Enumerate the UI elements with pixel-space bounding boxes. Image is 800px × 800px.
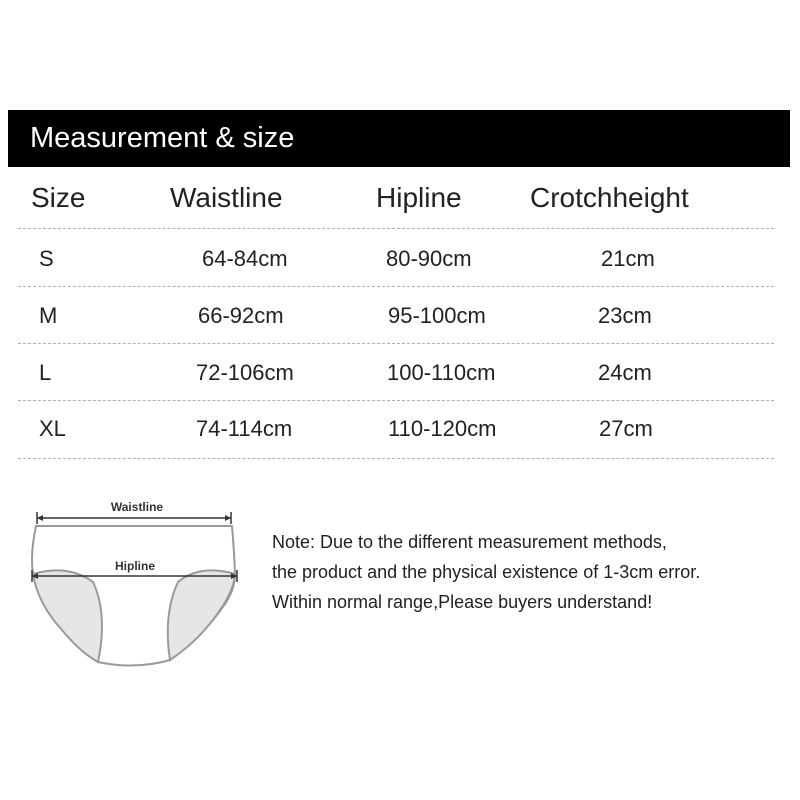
note-line: Note: Due to the different measurement methods, xyxy=(272,532,667,552)
crotch-cell: 21cm xyxy=(601,246,655,271)
hipline-cell: 110-120cm xyxy=(388,416,497,441)
hipline-cell: 80-90cm xyxy=(386,246,472,271)
note-line: the product and the physical existence of 1-3cm error. xyxy=(272,562,701,582)
column-header-hipline: Hipline xyxy=(376,182,462,213)
row-separator xyxy=(18,458,774,459)
note-line: Within normal range,Please buyers understand! xyxy=(272,592,653,612)
waistline-label: Waistline xyxy=(110,500,164,514)
table-header-row xyxy=(18,168,774,228)
column-header-crotchheight: Crotchheight xyxy=(530,182,689,213)
left-leg-opening xyxy=(33,570,102,662)
header-title: Measurement & size xyxy=(30,122,295,154)
column-header-size: Size xyxy=(31,182,86,213)
garment-measurement-diagram xyxy=(20,494,250,676)
table-row xyxy=(18,343,774,400)
waistline-cell: 72-106cm xyxy=(196,360,294,385)
measurement-note xyxy=(272,527,700,617)
table-row xyxy=(18,399,774,456)
hipline-label: Hipline xyxy=(114,559,156,573)
waistline-cell: 74-114cm xyxy=(196,416,293,441)
hipline-cell: 100-110cm xyxy=(387,360,496,385)
size-cell: L xyxy=(39,360,52,385)
crotch-cell: 23cm xyxy=(598,303,652,328)
table-row xyxy=(18,286,774,343)
size-cell: M xyxy=(39,303,58,328)
crotch-cell: 24cm xyxy=(598,360,652,385)
waistline-cell: 64-84cm xyxy=(202,246,288,271)
crotch-cell: 27cm xyxy=(599,416,653,441)
header-bar xyxy=(8,110,790,167)
size-cell: XL xyxy=(39,416,66,441)
size-cell: S xyxy=(39,246,54,271)
right-leg-opening xyxy=(168,570,235,660)
table-row xyxy=(18,229,774,286)
waistline-cell: 66-92cm xyxy=(198,303,284,328)
hipline-cell: 95-100cm xyxy=(388,303,486,328)
column-header-waistline: Waistline xyxy=(170,182,283,213)
